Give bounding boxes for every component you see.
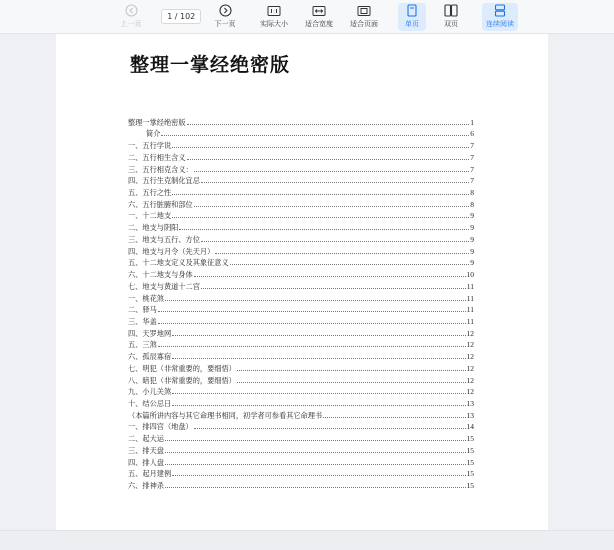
toc-entry-page-number: 7 (470, 164, 474, 174)
toc-entry[interactable] (128, 174, 474, 186)
toc-entry[interactable] (128, 244, 474, 256)
continuous-scroll-icon (494, 3, 506, 18)
page-number-field[interactable] (161, 9, 201, 24)
toc-dot-leader (201, 288, 466, 289)
toc-entry[interactable] (128, 478, 474, 490)
toc-dot-leader (165, 464, 466, 465)
toc-entry[interactable] (128, 455, 474, 467)
toc-entry-title: （本篇所讲内容与其它命理书相同，初学者可参看其它命理书 (128, 410, 323, 420)
toc-dot-leader (172, 147, 469, 148)
toc-entry-title: 三、排天盘 (128, 445, 164, 455)
toc-entry-title: 十、结公忌日 (128, 398, 172, 408)
toc-entry[interactable] (128, 138, 474, 150)
toc-entry-title: 五、起月建例 (128, 469, 172, 479)
toc-entry[interactable] (128, 303, 474, 315)
continuous-reading-button[interactable] (482, 3, 518, 31)
toc-dot-leader (158, 323, 466, 324)
toc-entry[interactable] (128, 373, 474, 385)
actual-size-label: 实际大小 (260, 20, 288, 28)
toc-entry-page-number: 11 (466, 281, 474, 291)
toc-entry-page-number: 12 (466, 352, 474, 362)
toc-entry-title: 一、五行学说 (128, 141, 172, 151)
toc-entry-title: 五、三煞 (128, 340, 157, 350)
toc-entry-page-number: 9 (470, 211, 474, 221)
fit-page-label: 适合页面 (350, 20, 378, 28)
single-page-label: 单页 (405, 20, 419, 28)
toc-entry[interactable] (128, 443, 474, 455)
next-page-button[interactable] (208, 3, 242, 31)
document-page (56, 34, 548, 530)
toc-entry-page-number: 9 (470, 223, 474, 233)
toc-entry[interactable] (128, 396, 474, 408)
toc-entry-title: 六、孤辰寡宿 (128, 352, 172, 362)
toc-dot-leader (172, 335, 465, 336)
toc-entry-title: 三、华盖 (128, 316, 157, 326)
toc-entry-title: 二、五行相生含义 (128, 152, 186, 162)
toc-entry[interactable] (128, 314, 474, 326)
total-pages-label: / 102 (174, 12, 196, 21)
toc-entry-page-number: 15 (466, 434, 474, 444)
toc-entry-title: 五、五行之性 (128, 188, 172, 198)
toc-entry[interactable] (128, 115, 474, 127)
toc-entry[interactable] (128, 209, 474, 221)
toc-entry[interactable] (128, 150, 474, 162)
fit-page-button[interactable] (344, 3, 384, 31)
toc-entry[interactable] (128, 467, 474, 479)
toc-entry-page-number: 12 (466, 387, 474, 397)
toc-dot-leader (179, 229, 469, 230)
toc-entry-page-number: 15 (466, 457, 474, 467)
toc-dot-leader (172, 393, 465, 394)
toc-entry-title: 三、五行相克含义： (128, 164, 193, 174)
toc-entry-title: 二、起大运 (128, 434, 164, 444)
toc-entry-page-number: 1 (470, 117, 474, 127)
toc-entry[interactable] (128, 349, 474, 361)
toc-entry-page-number: 7 (470, 141, 474, 151)
toc-dot-leader (165, 452, 466, 453)
toc-entry-page-number: 12 (466, 328, 474, 338)
fit-page-icon (357, 3, 371, 18)
toc-dot-leader (165, 487, 466, 488)
toc-dot-leader (172, 405, 465, 406)
toc-dot-leader (172, 475, 465, 476)
toc-entry-title: 二、地支与阴阳 (128, 223, 179, 233)
toc-entry-title: 四、地支与月令（先天月） (128, 246, 215, 256)
toc-entry[interactable] (128, 408, 474, 420)
toc-entry-title: 六、五行脏腑和部位 (128, 199, 193, 209)
toc-entry[interactable] (128, 232, 474, 244)
toc-entry-title: 八、暗犯（非常重要的，要细悟） (128, 375, 236, 385)
toc-entry-page-number: 15 (466, 481, 474, 490)
toc-entry[interactable] (128, 361, 474, 373)
toc-dot-leader (194, 171, 470, 172)
prev-page-label: 上一页 (120, 20, 142, 28)
toc-entry-page-number: 15 (466, 445, 474, 455)
toc-entry[interactable] (128, 162, 474, 174)
toc-dot-leader (165, 440, 466, 441)
toc-entry-page-number: 9 (470, 234, 474, 244)
toc-entry[interactable] (128, 127, 474, 139)
toc-entry-title: 六、十二地支与身体 (128, 270, 193, 280)
toc-entry[interactable] (128, 267, 474, 279)
toc-entry-title: 二、驿马 (128, 305, 157, 315)
toc-entry-page-number: 12 (466, 363, 474, 373)
toc-entry-page-number: 11 (466, 305, 474, 315)
toc-entry-page-number: 9 (470, 246, 474, 256)
toc-dot-leader (215, 253, 469, 254)
toc-dot-leader (194, 428, 466, 429)
toc-dot-leader (230, 264, 470, 265)
actual-size-icon (267, 3, 281, 18)
toc-entry-title: 三、地支与五行、方位 (128, 234, 200, 244)
toc-entry-page-number: 12 (466, 375, 474, 385)
toc-entry-title: 九、小儿关煞 (128, 387, 172, 397)
toc-entry[interactable] (128, 197, 474, 209)
toc-entry-page-number: 6 (470, 129, 474, 139)
fit-width-icon (312, 3, 326, 18)
document-title: 整理一掌经绝密版 (130, 54, 291, 76)
fit-width-label: 适合宽度 (305, 20, 333, 28)
double-page-button[interactable] (437, 3, 465, 31)
toc-entry-page-number: 11 (466, 316, 474, 326)
double-page-icon (444, 3, 458, 18)
toc-entry-title: 七、明犯（非常重要的，要细悟） (128, 363, 236, 373)
toc-entry-page-number: 13 (466, 410, 474, 420)
toc-entry-title: 七、地支与黄道十二宫 (128, 281, 200, 291)
toc-dot-leader (323, 417, 465, 418)
next-page-label: 下一页 (214, 20, 236, 28)
toc-entry-title: 四、天罗地网 (128, 328, 172, 338)
bottom-scroll-area (0, 530, 614, 550)
toc-entry-title: 四、五行生克制化宜忌 (128, 176, 200, 186)
toc-entry-page-number: 7 (470, 152, 474, 162)
toc-dot-leader (187, 159, 470, 160)
toc-entry-page-number: 13 (466, 398, 474, 408)
toc-entry[interactable] (128, 279, 474, 291)
toc-entry[interactable] (128, 256, 474, 268)
table-of-contents (128, 115, 474, 490)
toc-entry[interactable] (128, 326, 474, 338)
toc-entry[interactable] (128, 420, 474, 432)
toc-entry[interactable] (128, 431, 474, 443)
toc-dot-leader (201, 241, 469, 242)
toc-entry-page-number: 11 (466, 293, 474, 303)
toc-dot-leader (187, 124, 470, 125)
toc-entry[interactable] (128, 338, 474, 350)
single-page-button[interactable] (398, 3, 426, 31)
toc-dot-leader (165, 300, 466, 301)
toc-entry-page-number: 12 (466, 340, 474, 350)
toc-entry-title: 一、排四宫（地盘） (128, 422, 193, 432)
toc-entry[interactable] (128, 385, 474, 397)
toc-entry-page-number: 10 (466, 270, 474, 280)
toc-entry-title: 六、排神杀 (128, 481, 164, 490)
current-page-input[interactable]: 1 (167, 12, 173, 21)
toc-entry-title: 简介 (146, 129, 161, 139)
toc-entry-page-number: 8 (470, 199, 474, 209)
toc-dot-leader (237, 382, 466, 383)
toc-dot-leader (237, 370, 466, 371)
toc-dot-leader (172, 194, 469, 195)
toc-entry-page-number: 14 (466, 422, 474, 432)
toc-dot-leader (201, 182, 469, 183)
double-page-label: 双页 (444, 20, 458, 28)
chevron-right-circle-icon (219, 3, 232, 18)
continuous-reading-label: 连续阅读 (486, 20, 514, 28)
single-page-icon (406, 3, 418, 18)
chevron-left-circle-icon (125, 3, 138, 18)
toc-entry-title: 一、桃花煞 (128, 293, 164, 303)
toc-entry[interactable] (128, 291, 474, 303)
toc-entry-title: 四、排人盘 (128, 457, 164, 467)
toc-entry[interactable] (128, 220, 474, 232)
toc-entry-title: 五、十二地支定义及其象征意义 (128, 258, 229, 268)
fit-width-button[interactable] (299, 3, 339, 31)
toc-entry-title: 一、十二地支 (128, 211, 172, 221)
toc-entry-page-number: 8 (470, 188, 474, 198)
toc-entry[interactable] (128, 185, 474, 197)
toc-dot-leader (172, 358, 465, 359)
prev-page-button[interactable] (114, 3, 148, 31)
toc-dot-leader (194, 276, 466, 277)
toc-dot-leader (172, 217, 469, 218)
toc-entry-page-number: 15 (466, 469, 474, 479)
toc-dot-leader (158, 346, 466, 347)
actual-size-button[interactable] (254, 3, 294, 31)
viewer-toolbar (0, 0, 614, 34)
toc-entry-page-number: 7 (470, 176, 474, 186)
toc-dot-leader (161, 135, 469, 136)
toc-dot-leader (158, 311, 466, 312)
toc-entry-title: 整理一掌经绝密版 (128, 117, 186, 127)
toc-dot-leader (194, 206, 470, 207)
toc-entry-page-number: 9 (470, 258, 474, 268)
